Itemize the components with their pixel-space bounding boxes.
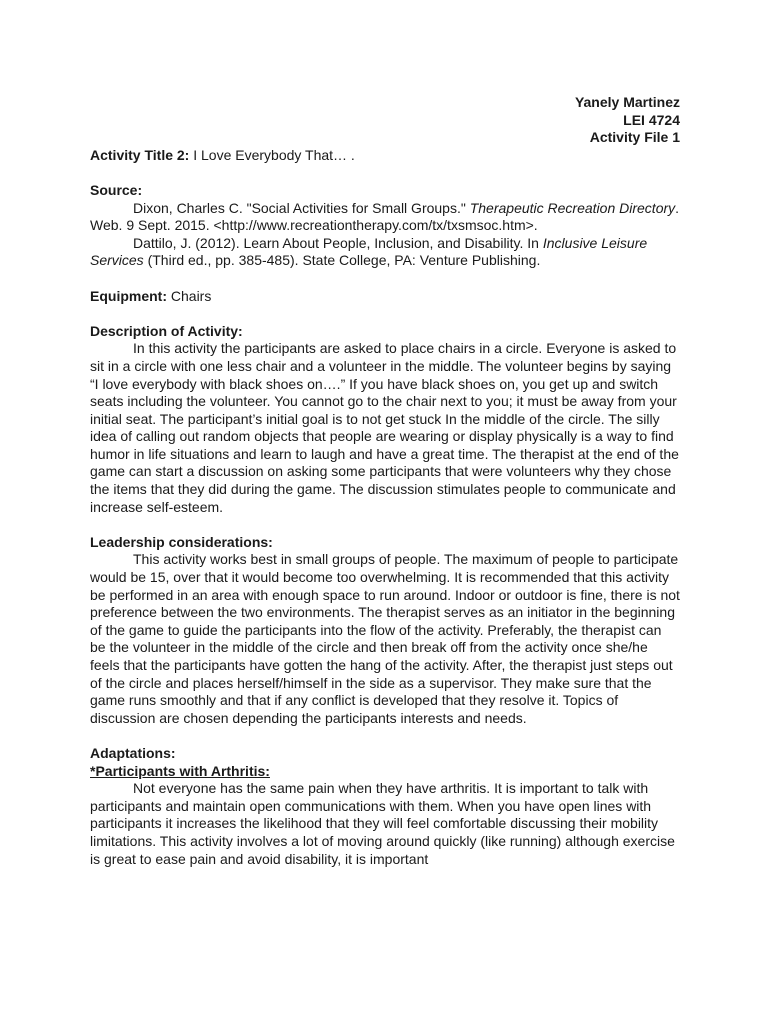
arthritis-text: Not everyone has the same pain when they have arthritis. It is important to talk with participants and maintain open communications with them. When you have open lines with participants it increases the likelihood that they will feel comfortable discussing their mobility limitations. This activity involves a lot of moving around quickly (like running) although exercise is great to ease pain and avoid disability, it is important bbox=[90, 780, 675, 867]
ref1-italic: Therapeutic Recreation Directory bbox=[469, 199, 676, 216]
arthritis-subheading: *Participants with Arthritis: bbox=[90, 762, 270, 779]
ref1-end: . Web. 9 Sept. 2015. <http://www.recreationtherapy.com/tx/txsmsoc.htm>. bbox=[90, 199, 680, 234]
equipment-label: Equipment: bbox=[90, 287, 167, 304]
source-reference-2 bbox=[90, 235, 680, 270]
document-page bbox=[90, 94, 680, 868]
leadership-heading: Leadership considerations: bbox=[90, 533, 273, 550]
document-header bbox=[90, 94, 680, 147]
ref2-text: Dattilo, J. (2012). Learn About People, Inclusion, and Disability. In bbox=[133, 234, 543, 251]
description-text: In this activity the participants are asked to place chairs in a circle. Everyone is asked to sit in a circle with one less chair and a volunteer in the middle. The volunteer begins by saying “I love everybody with black shoes on….” If you have black shoes on, you get up and switch seats including the volunteer. You cannot go to the chair next to you; it must be away from your initial seat. The participant’s initial goal is to not get stuck In the middle of the circle. The silly idea of calling out random objects that people are wearing or display physically is a way to find humor in life situations and learn to laugh and have a great time. The therapist at the end of the game can start a discussion on asking some participants that were volunteers why they chose the items that they did during the game. The discussion stimulates people to communicate and increase self-esteem. bbox=[90, 340, 679, 515]
ref2-end: (Third ed., pp. 385-485). State College, PA: Venture Publishing. bbox=[143, 252, 541, 269]
ref1-text: Dixon, Charles C. "Social Activities for Small Groups." bbox=[133, 199, 470, 216]
adaptations-heading: Adaptations: bbox=[90, 744, 176, 761]
equipment-line bbox=[90, 288, 680, 306]
equipment-value: Chairs bbox=[167, 287, 212, 304]
activity-title: I Love Everybody That… . bbox=[189, 146, 355, 163]
author-name: Yanely Martinez bbox=[574, 94, 680, 110]
course-code: LEI 4724 bbox=[623, 111, 680, 128]
file-label: Activity File 1 bbox=[589, 129, 680, 146]
activity-title-line bbox=[90, 147, 680, 165]
description-heading: Description of Activity: bbox=[90, 322, 243, 339]
leadership-text: This activity works best in small groups of people. The maximum of people to participate would be 15, over that it would become too overwhelming. It is recommended that this activity be performed in an area with enough space to run around. Indoor or outdoor is fine, there is not preference between the two environments. The therapist serves as an initiator in the beginning of the game to guide the participants into the flow of the activity. Preferably, the therapist can be the volunteer in the middle of the circle and then break off from the activity once she/he feels that the participants have gotten the hang of the activity. After, the therapist just steps out of the circle and places herself/himself in the side as a supervisor. They make sure that the game runs smoothly and that if any conflict is developed that they resolve it. Topics of discussion are chosen depending the participants interests and needs. bbox=[90, 551, 680, 726]
source-reference-1 bbox=[90, 200, 680, 235]
activity-title-label: Activity Title 2: bbox=[90, 146, 190, 163]
source-heading: Source: bbox=[90, 181, 143, 198]
ref2-italic: Inclusive Leisure Services bbox=[90, 234, 648, 269]
